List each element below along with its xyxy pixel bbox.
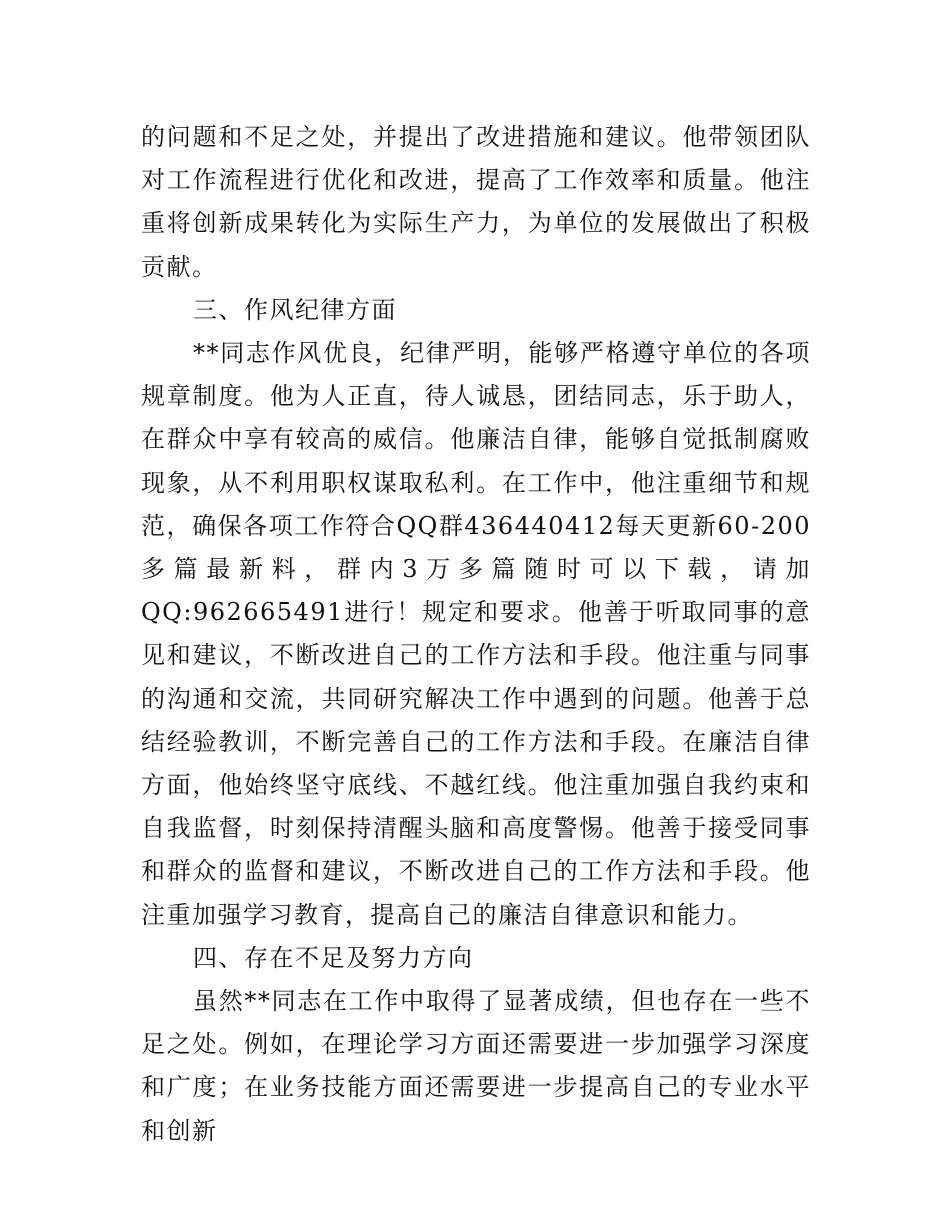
paragraph-conduct-discipline: **同志作风优良，纪律严明，能够严格遵守单位的各项规章制度。他为人正直，待人诚恳，团结同志，乐于助人，在群众中享有较高的威信。他廉洁自律，能够自觉抵制腐败现象，从不利用职权谋取私利。在工作中，他注重细节和规范，确保各项工作符合QQ群436440412每天更新60-200多篇最新料，群内3万多篇随时可以下载，请加QQ:962665491进行！规定和要求。他善于听取同事的意见和建议，不断改进自己的工作方法和手段。他注重与同事的沟通和交流，共同研究解决工作中遇到的问题。他善于总结经验教训，不断完善自己的工作方法和手段。在廉洁自律方面，他始终坚守底线、不越红线。他注重加强自我约束和自我监督，时刻保持清醒头脑和高度警惕。他善于接受同事和群众的监督和建议，不断改进自己的工作方法和手段。他注重加强学习教育，提高自己的廉洁自律意识和能力。 [141,339,811,929]
paragraph-shortcomings: 虽然**同志在工作中取得了显著成绩，但也存在一些不足之处。例如，在理论学习方面还需要进一步加强学习深度和广度；在业务技能方面还需要进一步提高自己的专业水平和创新 [141,987,811,1145]
section-heading-conduct-discipline: 三、作风纪律方面 [193,295,397,324]
document-body [141,116,811,1153]
section-heading-shortcomings: 四、存在不足及努力方向 [193,943,474,972]
paragraph-continuation: 的问题和不足之处，并提出了改进措施和建议。他带领团队对工作流程进行优化和改进，提高了工作效率和质量。他注重将创新成果转化为实际生产力，为单位的发展做出了积极贡献。 [141,123,811,281]
